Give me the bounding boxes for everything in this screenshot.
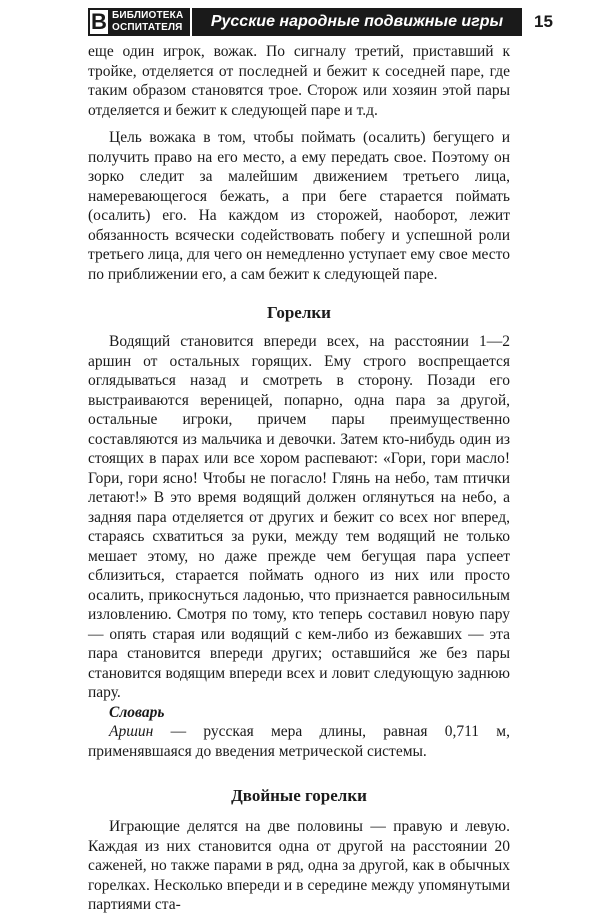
glossary-title: Словарь — [109, 703, 165, 721]
logo-line-1: БИБЛИОТЕКА — [112, 10, 184, 21]
intro-paragraph-1: еще один игрок, вожак. По сигналу третий, приставший к тройке, отделяется от последней и бежит к соседней паре, где таким образом становятся трое. Сторож или хозяин этой пары отделяется и бежит к следующей паре и т.д. — [88, 43, 510, 119]
logo-line-2: ОСПИТАТЕЛЯ — [112, 22, 183, 33]
gorelki-paragraph: Водящий становится впереди всех, на расстоянии 1—2 аршин от остальных горящих. Ему строго воспрещается оглядываться назад и смотреть в сторону. Позади его выстраиваются вереницей, попарно, одна пара за другой, остальные игроки, причем пары преимущественно составляются из мальчика и девочки. Затем кто-нибудь один из стоящих в парах или все хором распевают: «Гори, гори масло! Гори, гори ясно! Чтобы не погасло! Глянь на небо, там птички летают!» В это время водящий должен оглянуться на небо, а задняя пара отделяется от других и бежит со всех ног вперед, стараясь схватиться за руки, между тем водящий не только мешает этому, но даже прежде чем бегущая пара успеет сблизиться, старается поймать одного из них или просто осалить, прикоснуться ладонью, что признается равносильным изловлению. Смотря по тому, кто теперь составил новую пару — опять старая или водящий с кем-либо из бежавших — эта пара становится впереди других; оставшийся же без пары становится водящим впереди всех и ловит следующую заднюю пару. — [88, 333, 510, 701]
glossary-entry — [88, 722, 510, 761]
page-header — [88, 8, 566, 36]
logo-letter: В — [91, 9, 107, 34]
section-title-gorelki: Горелки — [267, 303, 331, 322]
glossary-term: Аршин — [109, 723, 154, 740]
series-logo — [88, 8, 190, 36]
dvoinye-paragraph: Играющие делятся на две половины — правую и левую. Каждая из них становится одна от другой на расстоянии 20 саженей, но также парами в ряд, одна за другой, как в обычных горелках. Несколько впереди и в середине между упомянутыми партиями ста- — [88, 818, 510, 913]
page-body — [88, 42, 510, 915]
section-title-dvoinye-gorelki: Двойные горелки — [231, 786, 367, 805]
running-title: Русские народные подвижные игры — [192, 8, 522, 36]
page-number: 15 — [534, 12, 553, 31]
glossary-definition: — русская мера длины, равная 0,711 м, применявшаяся до введения метрической системы. — [88, 723, 510, 760]
logo-text — [112, 10, 183, 34]
intro-paragraph-2: Цель вожака в том, чтобы поймать (осалить) бегущего и получить право на его место, а ему передать свое. Поэтому он зорко следит за малейшим движением третьего лица, намеревающегося бежать, а при беге старается поймать (осалить) его. На каждом из сторожей, наоборот, лежит обязанность всячески содействовать побегу и успешной роли третьего лица, для чего он немедленно уступает ему свое место по приближении его, а сам бежит к следующей паре. — [88, 129, 510, 283]
